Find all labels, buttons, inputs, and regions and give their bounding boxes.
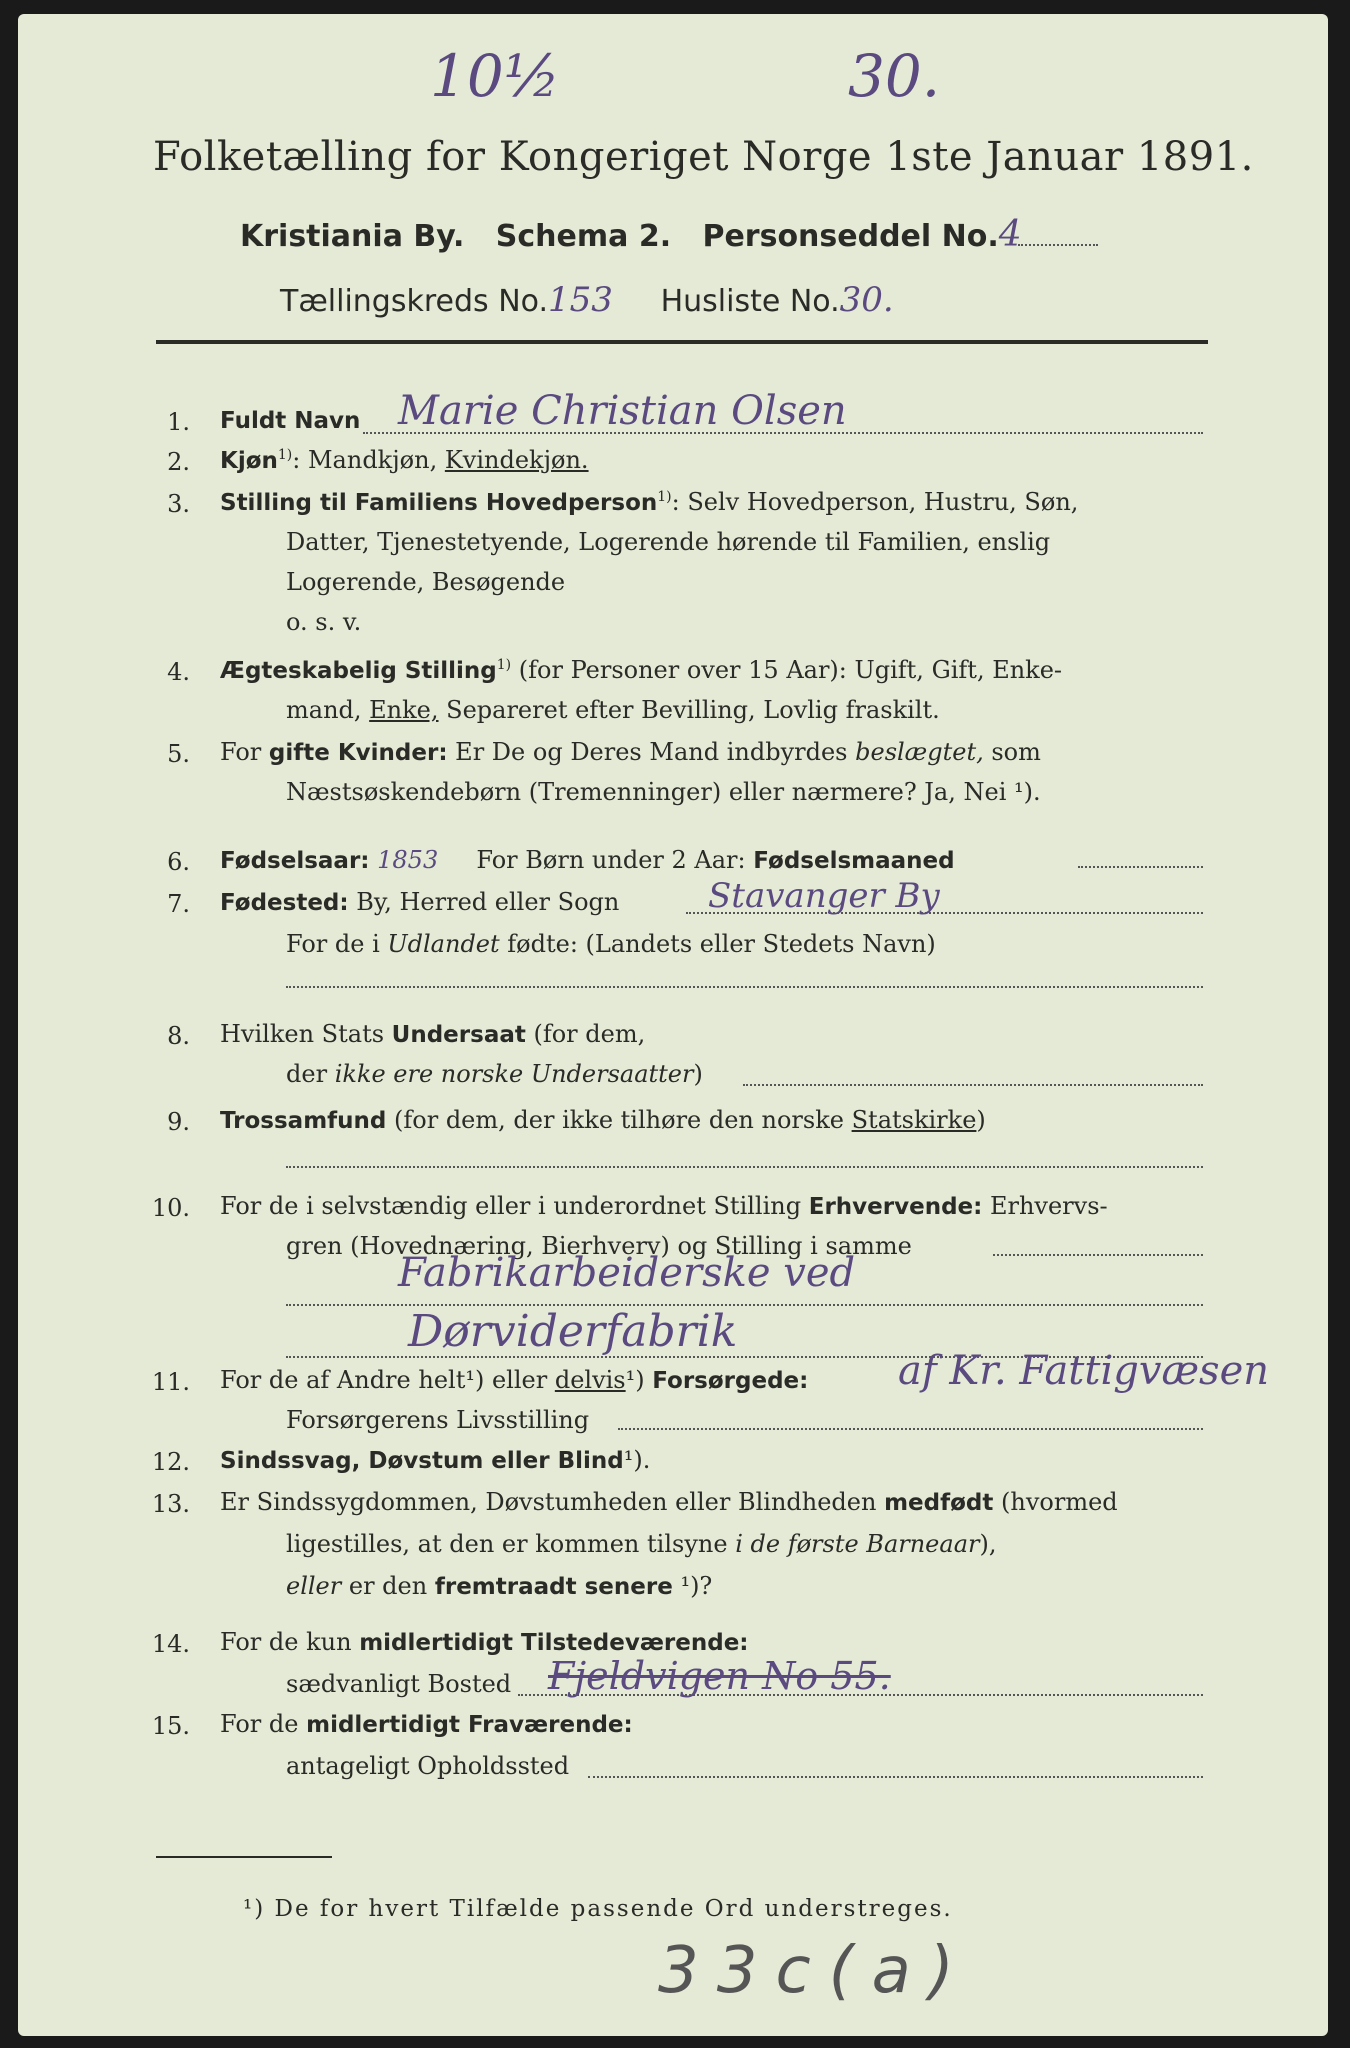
item-2-choice: Kvindekjøn. xyxy=(444,446,589,474)
item-13-line-2: ligestilles, at den er kommen tilsyne i de første Barneaar), xyxy=(286,1530,997,1558)
header-line-2 xyxy=(240,214,1022,255)
dotted-line xyxy=(1018,244,1098,246)
item-5-line-2: Næstsøskendebørn (Tremenninger) eller nærmere? Ja, Nei ¹). xyxy=(286,778,1041,806)
item-3-line-1: Stilling til Familiens Hovedperson$^{1)}$: Selv Hovedperson, Hustru, Søn, xyxy=(220,488,1079,516)
item-5-line-1: For gifte Kvinder: Er De og Deres Mand indbyrdes beslægtet, som xyxy=(220,738,1041,766)
item-9: Trossamfund (for dem, der ikke tilhøre den norske Statskirke) xyxy=(220,1106,986,1134)
item-14-line-2: sædvanligt Bosted xyxy=(286,1670,512,1698)
item-number: 2. xyxy=(167,448,190,476)
item-4-choice: Enke, xyxy=(369,696,439,724)
item-number: 3. xyxy=(167,490,190,518)
item-15-line-2: antageligt Opholdssted xyxy=(286,1752,570,1780)
item-15-line-1: For de midlertidigt Fraværende: xyxy=(220,1710,633,1738)
header-rule xyxy=(156,340,1208,344)
kreds-label: Tællingskreds No. xyxy=(280,284,548,319)
dotted-line xyxy=(286,986,1203,988)
item-number: 5. xyxy=(167,740,190,768)
item-8-line-2: der ikke ere norske Undersaatter) xyxy=(286,1060,703,1088)
footnote: ¹) De for hvert Tilfælde passende Ord understreges. xyxy=(243,1896,953,1922)
dotted-line xyxy=(1078,866,1203,868)
item-4-line-2: mand, Enke, Separeret efter Bevilling, Lovlig fraskilt. xyxy=(286,696,940,724)
item-7-value: Stavanger By xyxy=(708,876,940,916)
footnote-rule xyxy=(156,1856,332,1858)
item-number: 6. xyxy=(167,848,190,876)
item-1-label: Fuldt Navn xyxy=(220,408,361,434)
item-3-line-3: Logerende, Besøgende xyxy=(286,568,566,596)
item-11-value: af Kr. Fattigvæsen xyxy=(898,1348,1269,1394)
item-number: 11. xyxy=(151,1368,190,1396)
personseddel-label: Personseddel No. xyxy=(702,219,999,254)
schema-label: Schema 2. xyxy=(495,219,672,254)
item-number: 7. xyxy=(167,890,190,918)
item-number: 13. xyxy=(151,1490,190,1518)
census-form-sheet xyxy=(18,14,1328,2036)
form-title: Folketælling for Kongeriget Norge 1ste Januar 1891. xyxy=(153,134,1254,180)
item-12: Sindssvag, Døvstum eller Blind¹). xyxy=(220,1446,651,1474)
dotted-line xyxy=(618,1428,1203,1430)
item-number: 8. xyxy=(167,1022,190,1050)
dotted-line xyxy=(743,1084,1203,1086)
item-number: 4. xyxy=(167,658,190,686)
item-11-choice: delvis xyxy=(554,1366,626,1394)
item-7-line-1: Fødested: By, Herred eller Sogn xyxy=(220,888,620,916)
item-number: 10. xyxy=(151,1194,190,1222)
item-14-value: Fjeldvigen No 55. xyxy=(548,1654,891,1698)
kreds-no: 153 xyxy=(548,280,613,320)
item-number: 14. xyxy=(151,1630,190,1658)
dotted-line xyxy=(993,1254,1203,1256)
item-10-line-1: For de i selvstændig eller i underordnet Stilling Erhvervende: Erhvervs- xyxy=(220,1192,1108,1220)
item-10-value-1: Fabrikarbeiderske ved xyxy=(398,1250,856,1296)
item-3-line-2: Datter, Tjenestetyende, Logerende hørende til Familien, enslig xyxy=(286,528,1051,556)
husliste-no: 30. xyxy=(839,280,894,320)
item-number: 15. xyxy=(151,1712,190,1740)
item-number: 1. xyxy=(167,408,190,436)
item-10-line-2: gren (Hovednæring, Bierhverv) og Stilling i samme xyxy=(286,1232,912,1260)
city-label: Kristiania By. xyxy=(240,219,465,254)
item-13-line-3: eller er den fremtraadt senere ¹)? xyxy=(286,1572,713,1600)
item-4-line-1: Ægteskabelig Stilling$^{1)}$ (for Personer over 15 Aar): Ugift, Gift, Enke- xyxy=(220,656,1063,684)
dotted-line xyxy=(286,1166,1203,1168)
item-10-value-2: Dørviderfabrik xyxy=(408,1306,738,1357)
item-6: Fødselsaar: 1853 For Børn under 2 Aar: Fødselsmaaned xyxy=(220,846,955,874)
dotted-line xyxy=(588,1776,1203,1778)
husliste-label: Husliste No. xyxy=(660,284,840,319)
item-11-line-2: Forsørgerens Livsstilling xyxy=(286,1406,590,1434)
annotation-top-right: 30. xyxy=(848,42,941,110)
item-number: 9. xyxy=(167,1108,190,1136)
birth-year: 1853 xyxy=(377,846,439,874)
item-2: Kjøn$^{1)}$: Mandkjøn, Kvindekjøn. xyxy=(220,446,589,474)
personseddel-no: 4 xyxy=(998,214,1022,255)
item-13-line-1: Er Sindssygdommen, Døvstumheden eller Blindheden medfødt (hvormed xyxy=(220,1488,1118,1516)
item-number: 12. xyxy=(151,1448,190,1476)
item-14-line-1: For de kun midlertidigt Tilstedeværende: xyxy=(220,1628,749,1656)
header-line-3 xyxy=(280,280,894,320)
annotation-bottom: 33c(a) xyxy=(658,1934,972,2008)
item-7-line-2: For de i Udlandet fødte: (Landets eller Stedets Navn) xyxy=(286,930,936,958)
item-8-line-1: Hvilken Stats Undersaat (for dem, xyxy=(220,1020,646,1048)
item-9-choice: Statskirke xyxy=(851,1106,977,1134)
item-11-line-1: For de af Andre helt¹) eller delvis¹) Forsørgede: xyxy=(220,1366,809,1394)
annotation-top-left: 10½ xyxy=(430,42,561,110)
item-3-line-4: o. s. v. xyxy=(286,608,362,636)
item-1-value: Marie Christian Olsen xyxy=(398,388,847,434)
